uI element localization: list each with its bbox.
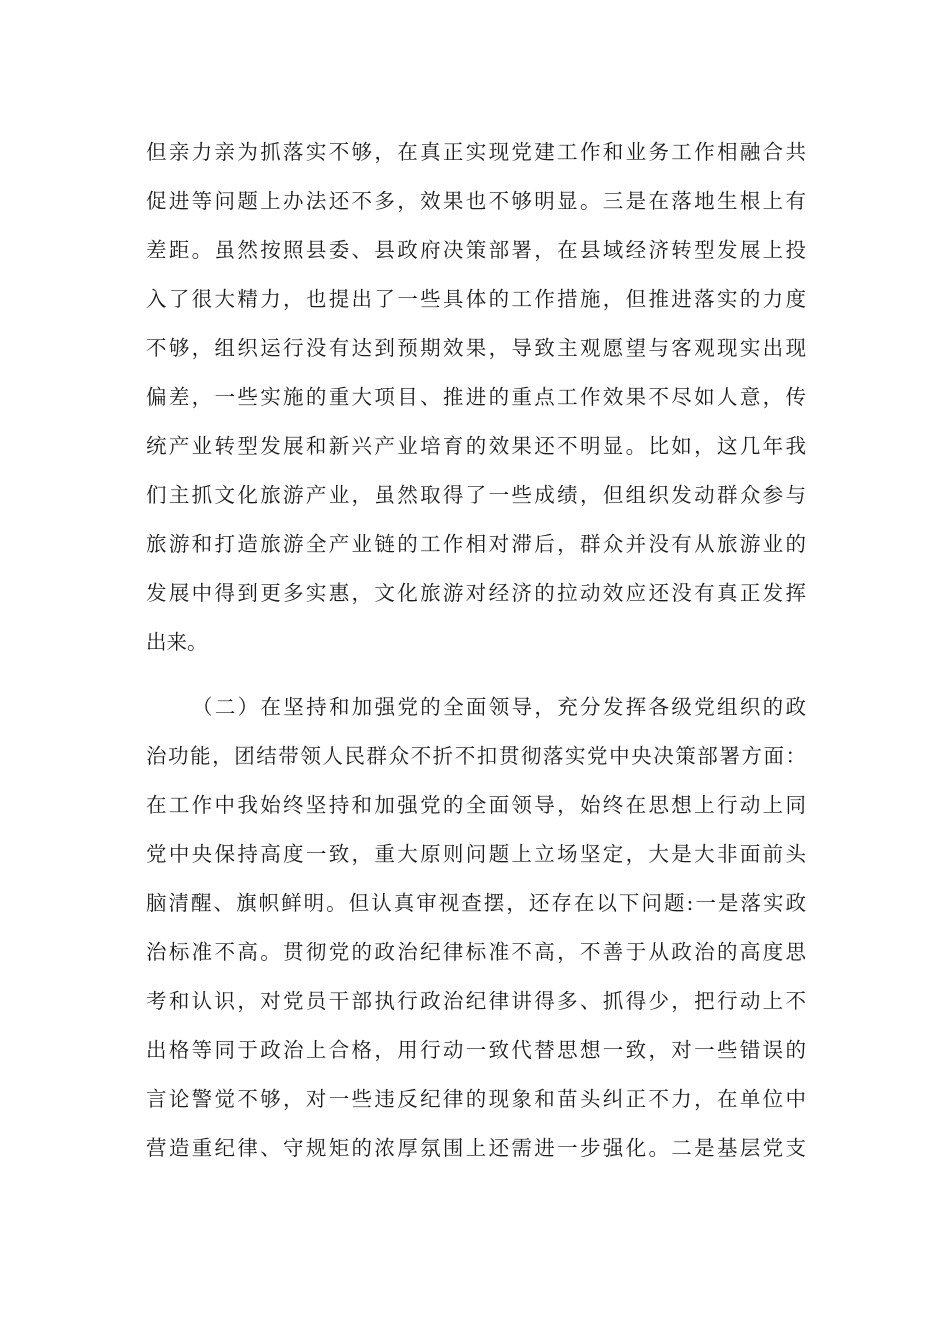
text-line: 出格等同于政治上合格，用行动一致代替思想一致，对一些错误的 bbox=[146, 1038, 806, 1062]
text-line: 促进等问题上办法还不多，效果也不够明显。三是在落地生根上有 bbox=[146, 189, 806, 213]
text-line: 不够，组织运行没有达到预期效果，导致主观愿望与客观现实出现 bbox=[146, 336, 806, 360]
text-line: 营造重纪律、守规矩的浓厚氛围上还需进一步强化。二是基层党支 bbox=[146, 1136, 806, 1160]
text-line: 旅游和打造旅游全产业链的工作相对滞后，群众并没有从旅游业的 bbox=[146, 532, 806, 556]
text-line: 治功能，团结带领人民群众不折不扣贯彻落实党中央决策部署方面： bbox=[146, 744, 806, 768]
text-line: 偏差，一些实施的重大项目、推进的重点工作效果不尽如人意，传 bbox=[146, 385, 806, 409]
text-line: 脑清醒、旗帜鲜明。但认真审视查摆，还存在以下问题:一是落实政 bbox=[146, 891, 806, 915]
text-line: 统产业转型发展和新兴产业培育的效果还不明显。比如，这几年我 bbox=[146, 434, 806, 458]
paragraph-end-line: 出来。 bbox=[146, 630, 208, 654]
text-line: 在工作中我始终坚持和加强党的全面领导，始终在思想上行动上同 bbox=[146, 793, 806, 817]
section-heading-line: （二）在坚持和加强党的全面领导，充分发挥各级党组织的政 bbox=[192, 695, 806, 719]
text-line: 考和认识，对党员干部执行政治纪律讲得多、抓得少，把行动上不 bbox=[146, 989, 806, 1013]
text-line: 发展中得到更多实惠，文化旅游对经济的拉动效应还没有真正发挥 bbox=[146, 581, 806, 605]
text-line: 言论警觉不够，对一些违反纪律的现象和苗头纠正不力，在单位中 bbox=[146, 1087, 806, 1111]
text-line: 入了很大精力，也提出了一些具体的工作措施，但推进落实的力度 bbox=[146, 287, 806, 311]
text-line: 党中央保持高度一致，重大原则问题上立场坚定，大是大非面前头 bbox=[146, 842, 806, 866]
text-line: 但亲力亲为抓落实不够，在真正实现党建工作和业务工作相融合共 bbox=[146, 140, 806, 164]
text-line: 们主抓文化旅游产业，虽然取得了一些成绩，但组织发动群众参与 bbox=[146, 483, 806, 507]
text-line: 治标准不高。贯彻党的政治纪律标准不高，不善于从政治的高度思 bbox=[146, 940, 806, 964]
text-line: 差距。虽然按照县委、县政府决策部署，在县域经济转型发展上投 bbox=[146, 238, 806, 262]
